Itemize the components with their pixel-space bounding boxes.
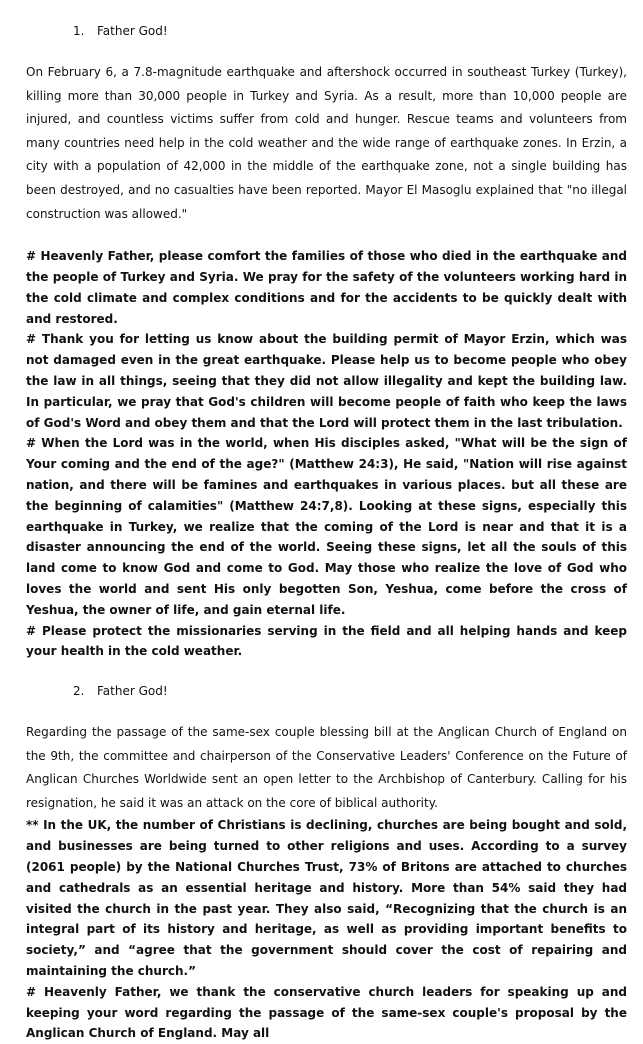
prayer-paragraph: # Heavenly Father, please comfort the families of those who died in the earthquake and the people of Turkey and Syria. We pray for the safety of the volunteers working hard in the cold climate and complex conditions and for the accidents to be quickly dealt with and restored. <box>26 249 627 326</box>
section-heading <box>26 680 627 702</box>
prayer-paragraph: ** In the UK, the number of Christians is declining, churches are being bought and sold, and businesses are being turned to other religions and uses. According to a survey (2061 people) by the National Churches Trust, 73% of Britons are attached to churches and cathedrals as an essential heritage and history. More than 54% said they had visited the church in the past year. They also said, “Recognizing that the church is an integral part of its history and heritage, as well as providing important benefits to society,” and “agree that the government should cover the cost of repairing and maintaining the church.” <box>26 818 627 979</box>
prayer-paragraph: # Please protect the missionaries serving in the field and all helping hands and keep your health in the cold weather. <box>26 623 627 659</box>
prayer-paragraph: # Thank you for letting us know about the building permit of Mayor Erzin, which was not damaged even in the great earthquake. Please help us to become people who obey the law in all things, seeing that they did not allow illegality and kept the building law. In particular, we pray that God's children will become people of faith who keep the laws of God's Word and obey them and that the Lord will protect them in the last tribulation. <box>26 332 627 430</box>
section-number: 2. <box>73 684 85 699</box>
section-intro: On February 6, a 7.8-magnitude earthquake and aftershock occurred in southeast Turkey (Turkey), killing more than 30,000 people in Turkey and Syria. As a result, more than 10,000 people are injured, and countless victims suffer from cold and hunger. Rescue teams and volunteers from many countries need help in the cold weather and the wide range of earthquake zones. In Erzin, a city with a population of 42,000 in the middle of the earthquake zone, not a single building has been destroyed, and no casualties have been reported. Mayor El Masoglu explained that "no illegal construction was allowed." <box>26 65 627 221</box>
section-heading <box>26 20 627 42</box>
section-number: 1. <box>73 24 85 38</box>
section-title: Father God! <box>97 24 168 38</box>
section-title: Father God! <box>97 684 168 699</box>
prayer-paragraph: # When the Lord was in the world, when His disciples asked, "What will be the sign of Your coming and the end of the age?" (Matthew 24:3), He said, "Nation will rise against nation, and there will be famines and earthquakes in various places. but all these are the beginning of calamities" (Matthew 24:7,8). Looking at these signs, especially this earthquake in Turkey, we realize that the coming of the Lord is near and that it is a disaster announcing the end of the world. Seeing these signs, let all the souls of this land come to know God and come to God. May those who realize the love of God who loves the world and sent His only begotten Son, Yeshua, come before the cross of Yeshua, the owner of life, and gain eternal life. <box>26 436 627 617</box>
section-intro: Regarding the passage of the same-sex couple blessing bill at the Anglican Church of England on the 9th, the committee and chairperson of the Conservative Leaders' Conference on the Future of Anglican Churches Worldwide sent an open letter to the Archbishop of Canterbury. Calling for his resignation, he said it was an attack on the core of biblical authority. <box>26 725 627 810</box>
prayer-paragraph: # Heavenly Father, we thank the conservative church leaders for speaking up and keeping your word regarding the passage of the same-sex couple's proposal by the Anglican Church of England. May all <box>26 984 627 1041</box>
document-page <box>26 20 627 1044</box>
